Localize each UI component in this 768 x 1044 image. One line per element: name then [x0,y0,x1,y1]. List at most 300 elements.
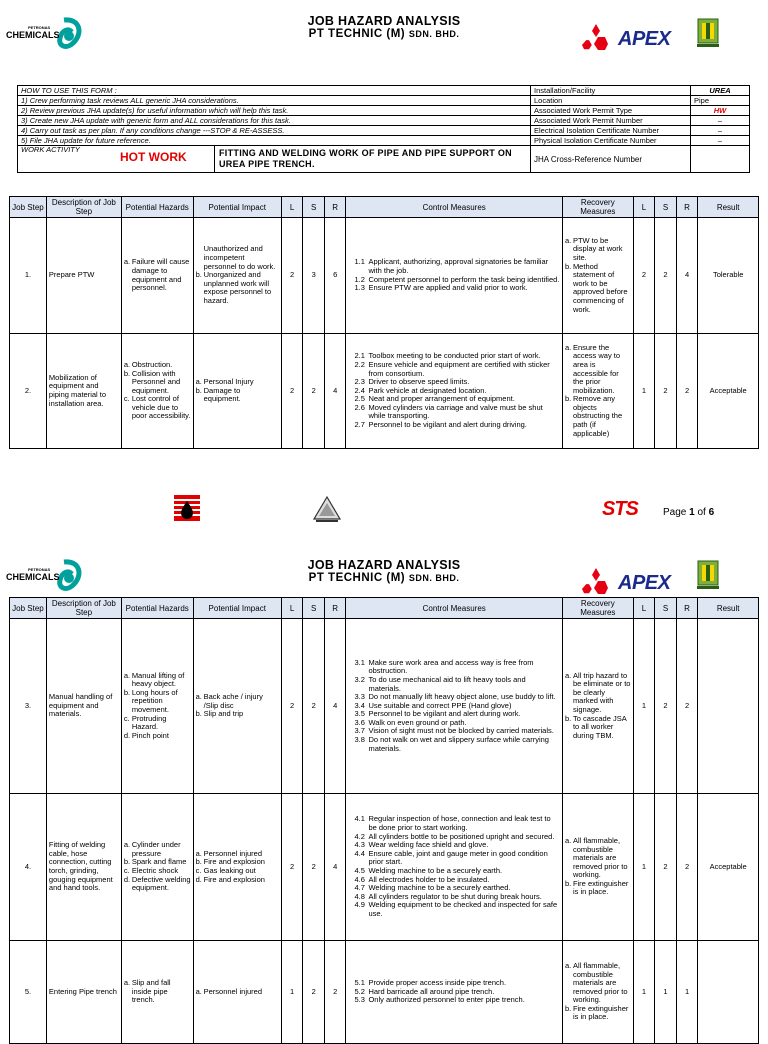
item-key: 4.7 [354,883,365,893]
list-item [124,876,191,893]
apex-logo-text: APEX [618,28,671,50]
list-item [124,979,191,1005]
column-header: Recovery Measures [562,598,633,619]
column-header: Description of Job Step [46,197,121,218]
cell-impact [193,334,281,449]
item-text: Fire extinguisher is in place. [572,1003,629,1022]
item-text: Do not manually lift heavy object alone, use buddy to lift. [368,692,556,702]
list-item [565,837,631,880]
apex-logo-text: APEX [618,572,671,594]
item-list [196,850,279,884]
column-header: Result [698,598,759,619]
item-key: c. [123,866,130,875]
howto-line: 2) Review previous JHA update(s) for useful information which will help this task. [18,106,531,116]
cell-L2: 1 [633,334,655,449]
list-item [348,404,559,421]
item-list [565,344,631,439]
item-text: Unauthorized and incompetent personnel to do work. [203,244,276,271]
item-list [565,237,631,314]
item-text: All cylinders bottle to be positioned upright and secured. [368,831,555,841]
field-label: Physical Isolation Certificate Number [531,136,691,146]
item-key: a. [195,848,202,858]
item-text: PTW to be display at work site. [572,235,623,263]
cell-recovery [562,794,633,941]
column-header: S [303,197,325,218]
list-item [348,258,559,275]
list-item [348,284,559,293]
cell-R: 4 [324,334,346,449]
howto-line: 3) Create new JHA update with generic form and ALL considerations for this task. [18,116,531,126]
item-text: Ensure cable, joint and gauge meter in good condition prior start. [368,848,548,867]
cell-result [698,619,759,794]
item-list [124,841,191,893]
item-key: d. [123,730,131,740]
item-key: 2.7 [354,420,365,430]
item-text: Ensure the access way to area is accessible for the prior mobilization. [572,342,621,395]
item-list [124,672,191,741]
field-value: Pipe [691,96,750,106]
cell-controls [346,794,562,941]
item-text: Vision of sight must not be blocked by carried materials. [368,726,554,736]
column-header: Potential Impact [193,598,281,619]
cell-S2: 2 [655,619,677,794]
cell-recovery [562,218,633,334]
cell-result [698,941,759,1044]
item-text: Hard barricade all around pipe trench. [368,986,495,996]
item-key: 4.5 [354,866,365,875]
item-key: 1.1 [354,257,365,267]
item-text: Welding machine to be a securely earth. [368,866,503,875]
column-header: S [303,598,325,619]
cell-R: 4 [324,794,346,941]
item-text: Welding equipment to be checked and inspected for safe use. [368,900,558,918]
item-key: 3.8 [354,735,365,745]
item-key: b. [123,687,131,697]
item-key: d. [123,874,131,884]
cell-step: 3. [10,619,47,794]
item-key: c. [123,394,130,404]
item-text: All flammable, combustible materials are removed prior to working. [572,960,628,1005]
column-header: L [633,197,655,218]
item-key: 2.6 [354,402,365,412]
table-header-row [10,197,759,218]
item-text: Welding machine to be a securely earthed. [368,883,511,893]
item-text: Wear welding face shield and glove. [368,840,489,850]
column-header: Potential Impact [193,197,281,218]
list-item [124,841,191,858]
cell-result: Acceptable [698,794,759,941]
item-list [348,659,559,754]
list-item [196,387,279,404]
item-key: a. [123,257,131,267]
item-list [196,378,279,404]
column-header: R [324,598,346,619]
column-header: Job Step [10,598,47,619]
work-activity-value: HOT WORK [120,150,187,164]
cell-L: 2 [281,334,303,449]
mitsubishi-diamonds-icon [582,24,610,50]
list-item [196,876,279,885]
item-key: 3.5 [354,709,365,719]
item-list [196,693,279,719]
item-text: Slip and fall inside pipe trench. [131,978,171,1005]
item-text: All electrodes holder to be insulated. [368,874,490,884]
item-key: a. [123,359,131,369]
item-text: Lost control of vehicle due to poor accessibility. [131,394,191,421]
item-key: 3.4 [354,700,365,710]
mitsubishi-apex-logo [582,24,692,54]
work-description: FITTING AND WELDING WORK OF PIPE AND PIPE SUPPORT ON UREA PIPE TRENCH. [219,148,512,169]
item-key: 1.3 [354,283,365,293]
column-header: S [655,598,677,619]
petronas-small-text: PETRONAS [28,25,51,30]
cell-L2: 2 [633,218,655,334]
item-text: To cascade JSA to all worker during TBM. [572,713,627,740]
page-number: Page 1 of 6 [663,507,715,518]
work-activity-cell [18,146,531,173]
cell-S2: 2 [655,334,677,449]
cell-impact [193,619,281,794]
item-list [565,837,631,897]
column-header: Recovery Measures [562,197,633,218]
item-list [348,258,559,292]
footer-logo-1 [172,493,202,530]
item-key: 3.2 [354,674,365,684]
list-item [565,962,631,1005]
cell-S2: 2 [655,218,677,334]
cell-desc: Entering Pipe trench [46,941,121,1044]
cell-R2: 1 [676,941,698,1044]
item-text: Applicant, authorizing, approval signatories be familiar with the job. [368,257,549,275]
field-label: Location [531,96,691,106]
item-key: 3.6 [354,717,365,727]
item-key: 4.9 [354,900,365,910]
cell-L: 2 [281,794,303,941]
item-text: Personnel injured [203,986,262,996]
cell-recovery [562,334,633,449]
cell-desc: Mobilization of equipment and piping material to installation area. [46,334,121,449]
item-text: Long hours of repetition movement. [131,687,178,714]
red-oil-logo-icon [172,493,202,525]
cell-recovery [562,619,633,794]
item-key: a. [123,840,131,850]
item-list [124,258,191,292]
cell-S: 2 [303,619,325,794]
item-list [348,979,559,1005]
cell-L2: 1 [633,619,655,794]
column-header: Control Measures [346,197,562,218]
item-text: Spark and flame [131,857,187,867]
field-value: HW [691,106,750,116]
cell-L: 1 [281,941,303,1044]
item-text: Driver to observe speed limits. [368,377,470,387]
cell-L: 2 [281,619,303,794]
item-text: Electric shock [131,866,179,875]
list-item [565,395,631,438]
item-text: Failure will cause damage to equipment and personnel. [131,257,190,293]
list-item [565,1005,631,1022]
item-text: Provide proper access inside pipe trench. [368,978,507,988]
column-header: Control Measures [346,598,562,619]
item-key: a. [123,670,131,680]
item-text: Defective welding equipment. [131,874,191,893]
field-value [691,146,750,173]
item-key: b. [195,709,202,719]
item-text: Fire and explosion [203,857,265,867]
item-text: Make sure work area and access way is free from obstruction. [368,657,534,676]
item-key: b. [195,857,202,867]
item-text: Use suitable and correct PPE (Hand glove) [368,700,512,710]
item-key: 2.4 [354,385,365,395]
list-item [124,370,191,396]
field-value: – [691,126,750,136]
list-item [196,271,279,305]
item-text: Personnel injured [203,848,262,858]
item-text: Protruding Hazard. [131,713,167,732]
document-title: JOB HAZARD ANALYSIS [307,558,461,572]
item-text: Manual lifting of heavy object. [131,670,185,689]
footer-logo-2 [312,495,342,528]
company-name: PT TECHNIC (M) SDN. BHD. [308,28,460,40]
field-label: Electrical Isolation Certificate Number [531,126,691,136]
howto-line: 4) Carry out task as per plan. If any conditions change ---STOP & RE-ASSESS. [18,126,531,136]
cell-result: Acceptable [698,334,759,449]
table-row [10,619,759,794]
item-key: a. [195,377,202,387]
item-key: 4.1 [354,814,365,824]
sts-green-logo [697,18,719,48]
sts-green-logo-2 [697,560,719,590]
cell-L2: 1 [633,941,655,1044]
list-item [196,245,279,271]
sts-logo: STS [602,498,638,520]
item-key: 2.2 [354,359,365,369]
item-text: Only authorized personnel to enter pipe trench. [368,995,525,1005]
list-item [565,672,631,715]
cell-result: Tolerable [698,218,759,334]
item-text: Damage to equipment. [203,385,241,404]
mitsubishi-diamonds-icon [582,568,610,594]
list-item [124,672,191,689]
item-key: a. [195,986,202,996]
list-item [565,344,631,396]
item-key: 3.7 [354,726,365,736]
item-list [124,979,191,1005]
how-to-use-table [17,85,750,173]
item-key: a. [564,960,572,970]
cell-desc: Prepare PTW [46,218,121,334]
cell-hazards [121,619,193,794]
cell-step: 2. [10,334,47,449]
item-list [124,361,191,421]
list-item [348,996,559,1005]
list-item [348,361,559,378]
item-key: a. [564,670,572,680]
item-key: 3.1 [354,657,365,667]
cell-hazards [121,941,193,1044]
cell-S: 3 [303,218,325,334]
item-key: 4.2 [354,831,365,841]
item-key: 4.4 [354,848,365,858]
column-header: Description of Job Step [46,598,121,619]
column-header: Result [698,197,759,218]
cell-R2: 2 [676,794,698,941]
item-list [565,962,631,1022]
jha-table-page1 [9,196,759,449]
item-text: Obstruction. [131,359,173,369]
item-list [348,815,559,918]
item-list [196,245,279,305]
table-header-row [10,598,759,619]
list-item [196,988,279,997]
cell-controls [346,941,562,1044]
list-item [565,237,631,263]
howto-header: HOW TO USE THIS FORM : [18,86,531,96]
item-text: All flammable, combustible materials are removed prior to working. [572,835,628,880]
item-key: a. [564,342,572,352]
item-text: Ensure PTW are applied and valid prior to work. [368,283,528,293]
cell-desc: Manual handling of equipment and materials. [46,619,121,794]
item-text: Do not walk on wet and slippery surface while carrying materials. [368,735,549,753]
item-key: d. [195,874,202,884]
item-list [348,352,559,429]
item-key: 2.5 [354,394,365,404]
item-key: b. [564,261,572,271]
field-value: – [691,116,750,126]
item-text: Walk on even ground or path. [368,717,467,727]
table-row [10,218,759,334]
item-text: Remove any objects obstructing the path (if applicable) [572,394,623,438]
item-key: 4.8 [354,891,365,901]
work-activity-label: WORK ACTIVITY [21,145,80,154]
cell-impact [193,941,281,1044]
item-text: Collision with Personnel and equipment. [131,368,181,395]
item-key: b. [123,857,131,867]
item-text: All trip hazard to be eliminate or to be clearly marked with signage. [572,670,631,714]
item-text: Method statement of work to be approved before commencing of work. [572,261,628,314]
column-header: L [281,598,303,619]
cell-S: 2 [303,794,325,941]
field-value: UREA [691,86,750,96]
cell-L2: 1 [633,794,655,941]
field-label: Associated Work Permit Number [531,116,691,126]
howto-line: 5) File JHA update for future reference. [18,136,531,146]
item-text: Moved cylinders via carriage and valve must be shut while transporting. [368,402,543,421]
list-item [348,421,559,430]
item-key: b. [564,1003,572,1013]
item-text: Back ache / injury /Slip disc [203,692,263,710]
howto-line: 1) Crew performing task reviews ALL generic JHA considerations. [18,96,531,106]
item-key: 5.3 [354,995,365,1005]
list-item [196,710,279,719]
jha-table-page2 [9,597,759,1044]
item-text: Personnel to be vigilant and alert during work. [368,709,521,719]
column-header: R [324,197,346,218]
item-key: 3.3 [354,692,365,702]
column-header: R [676,598,698,619]
cell-R2: 2 [676,619,698,794]
item-text: Unorganized and unplanned work will expose personnel to hazard. [203,270,272,305]
column-header: Potential Hazards [121,598,193,619]
list-item [196,693,279,710]
list-item [348,901,559,918]
item-key: c. [123,713,130,723]
item-key: 5.1 [354,978,365,988]
chemicals-text: CHEMICALS [6,572,60,582]
cell-step: 4. [10,794,47,941]
item-key: b. [564,878,572,888]
cell-S: 2 [303,941,325,1044]
cell-S2: 1 [655,941,677,1044]
item-text: Pinch point [131,730,169,740]
item-key: a. [123,978,131,988]
item-key: 2.1 [354,351,365,361]
cell-S2: 2 [655,794,677,941]
cell-hazards [121,218,193,334]
document-title: JOB HAZARD ANALYSIS [307,14,461,28]
cell-step: 5. [10,941,47,1044]
item-text: Competent personnel to perform the task being identified. [368,274,560,284]
cell-controls [346,334,562,449]
petronas-small-text: PETRONAS [28,567,51,572]
item-key: a. [195,692,202,702]
item-text: Cylinder under pressure [131,840,181,858]
item-text: Personnel to be vigilant and alert during driving. [368,420,527,430]
item-text: Slip and trip [203,709,244,719]
item-text: Gas leaking out [203,866,256,875]
column-header: Potential Hazards [121,197,193,218]
cell-S: 2 [303,334,325,449]
item-key: b. [564,394,572,404]
cell-R: 4 [324,619,346,794]
item-key: b. [195,270,202,280]
mitsubishi-apex-logo-2 [582,568,692,598]
field-value: – [691,136,750,146]
column-header: L [281,197,303,218]
item-text: Park vehicle at designated location. [368,385,487,395]
item-text: Regular inspection of hose, connection and leak test to be done prior to start working. [368,814,551,833]
list-item [348,659,559,676]
item-text: Neat and proper arrangement of equipment. [368,394,515,404]
cell-impact [193,218,281,334]
field-label: Installation/Facility [531,86,691,96]
list-item [565,715,631,741]
item-text: Fire extinguisher is in place. [572,878,629,897]
item-text: Personal Injury [203,377,254,387]
item-key: 1.2 [354,274,365,284]
list-item [348,850,559,867]
cell-R: 2 [324,941,346,1044]
list-item [124,715,191,732]
list-item [348,676,559,693]
table-row [10,794,759,941]
item-key: c. [195,866,202,875]
field-label: JHA Cross-Reference Number [531,146,691,173]
list-item [565,263,631,315]
list-item [124,732,191,741]
cell-L: 2 [281,218,303,334]
item-key: a. [564,835,572,845]
column-header: R [676,197,698,218]
list-item [124,689,191,715]
item-key: a. [564,235,572,245]
cell-controls [346,218,562,334]
column-header: L [633,598,655,619]
item-text: Toolbox meeting to be conducted prior start of work. [368,351,541,361]
item-key: b. [564,713,572,723]
item-key: 4.6 [354,874,365,884]
list-item [124,395,191,421]
